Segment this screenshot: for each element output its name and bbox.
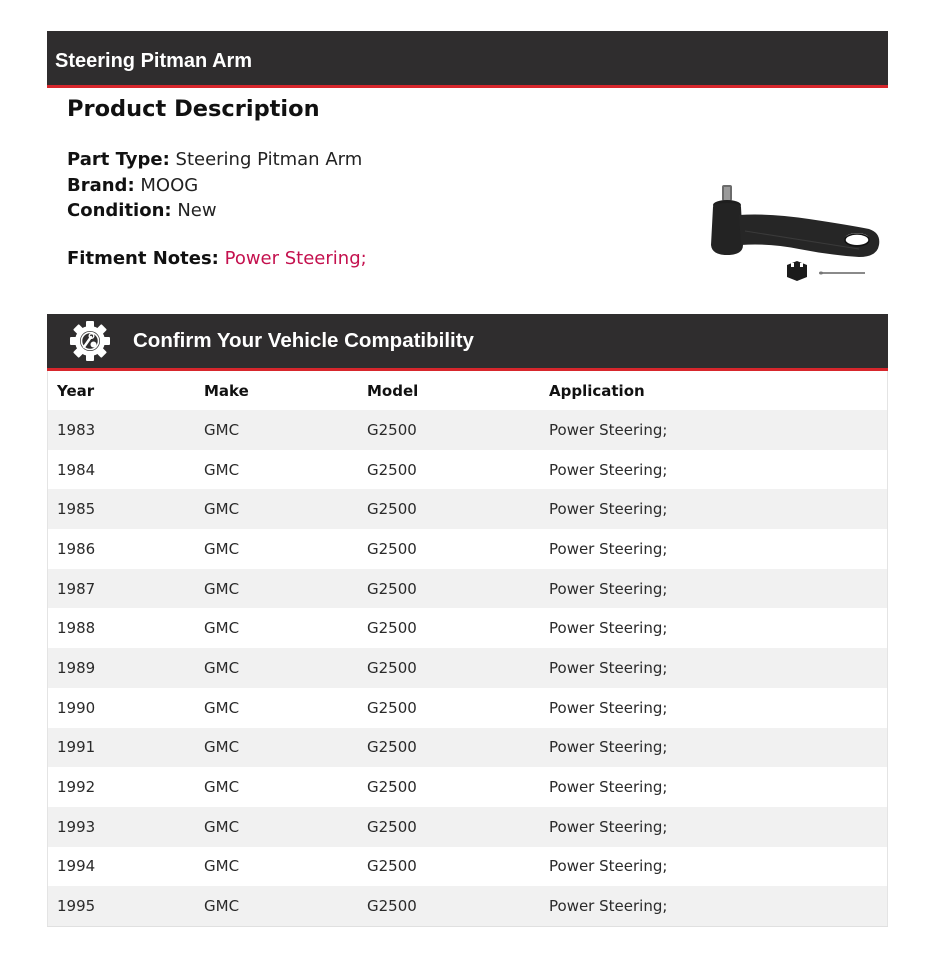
cell-year: 1995: [48, 886, 196, 926]
fitment-notes: [67, 248, 367, 269]
cell-model: G2500: [358, 807, 540, 847]
spec-value: Steering Pitman Arm: [175, 149, 363, 170]
cell-make: GMC: [195, 688, 358, 728]
column-header-year: Year: [48, 371, 196, 410]
table-row: [48, 847, 888, 887]
cell-year: 1987: [48, 569, 196, 609]
section-heading: Product Description: [67, 96, 320, 122]
table-row: [48, 569, 888, 609]
spec-condition: [67, 198, 362, 224]
cell-year: 1986: [48, 529, 196, 569]
spec-brand: [67, 173, 362, 199]
spec-list: [67, 147, 362, 224]
cell-application: Power Steering;: [540, 886, 888, 926]
cell-year: 1991: [48, 728, 196, 768]
fitment-value: Power Steering;: [224, 248, 367, 269]
cell-make: GMC: [195, 410, 358, 450]
cell-year: 1988: [48, 608, 196, 648]
cell-year: 1990: [48, 688, 196, 728]
cell-application: Power Steering;: [540, 529, 888, 569]
cell-model: G2500: [358, 728, 540, 768]
cell-model: G2500: [358, 608, 540, 648]
compatibility-table: [47, 371, 888, 927]
column-header-model: Model: [358, 371, 540, 410]
spec-part-type: [67, 147, 362, 173]
spec-value: New: [177, 200, 217, 221]
cell-application: Power Steering;: [540, 767, 888, 807]
table-row: [48, 450, 888, 490]
cell-make: GMC: [195, 489, 358, 529]
gear-steering-icon: [69, 320, 111, 362]
table-row: [48, 529, 888, 569]
fitment-label: Fitment Notes:: [67, 248, 219, 269]
cell-application: Power Steering;: [540, 688, 888, 728]
cell-application: Power Steering;: [540, 569, 888, 609]
spec-value: MOOG: [140, 174, 199, 196]
table-row: [48, 688, 888, 728]
table-row: [48, 807, 888, 847]
cell-make: GMC: [195, 807, 358, 847]
cell-year: 1992: [48, 767, 196, 807]
product-image: [709, 183, 884, 293]
cell-make: GMC: [195, 648, 358, 688]
cell-model: G2500: [358, 489, 540, 529]
spec-label: Condition:: [67, 200, 172, 221]
cell-application: Power Steering;: [540, 410, 888, 450]
cell-make: GMC: [195, 569, 358, 609]
cell-model: G2500: [358, 450, 540, 490]
spec-label: Part Type:: [67, 149, 170, 170]
cell-application: Power Steering;: [540, 847, 888, 887]
cell-model: G2500: [358, 847, 540, 887]
cell-model: G2500: [358, 410, 540, 450]
listing-description: [47, 31, 888, 927]
table-header-row: [48, 371, 888, 410]
title-bar: [47, 31, 888, 88]
cell-year: 1989: [48, 648, 196, 688]
table-row: [48, 410, 888, 450]
cell-year: 1984: [48, 450, 196, 490]
cell-model: G2500: [358, 767, 540, 807]
cell-model: G2500: [358, 529, 540, 569]
product-title: Steering Pitman Arm: [55, 50, 253, 72]
cell-make: GMC: [195, 847, 358, 887]
spec-label: Brand:: [67, 174, 135, 196]
cell-year: 1993: [48, 807, 196, 847]
cell-make: GMC: [195, 529, 358, 569]
cell-make: GMC: [195, 450, 358, 490]
cell-application: Power Steering;: [540, 489, 888, 529]
table-row: [48, 886, 888, 926]
cell-make: GMC: [195, 608, 358, 648]
cell-year: 1994: [48, 847, 196, 887]
cell-application: Power Steering;: [540, 608, 888, 648]
cell-year: 1985: [48, 489, 196, 529]
table-row: [48, 489, 888, 529]
column-header-application: Application: [540, 371, 888, 410]
compatibility-bar: [47, 314, 888, 371]
table-row: [48, 608, 888, 648]
cell-make: GMC: [195, 886, 358, 926]
cell-year: 1983: [48, 410, 196, 450]
column-header-make: Make: [195, 371, 358, 410]
table-row: [48, 767, 888, 807]
cell-make: GMC: [195, 767, 358, 807]
cell-application: Power Steering;: [540, 450, 888, 490]
cell-model: G2500: [358, 569, 540, 609]
cell-model: G2500: [358, 688, 540, 728]
cell-application: Power Steering;: [540, 728, 888, 768]
table-row: [48, 728, 888, 768]
cell-make: GMC: [195, 728, 358, 768]
cell-model: G2500: [358, 648, 540, 688]
cell-application: Power Steering;: [540, 807, 888, 847]
cell-application: Power Steering;: [540, 648, 888, 688]
cell-model: G2500: [358, 886, 540, 926]
table-row: [48, 648, 888, 688]
compatibility-title: Confirm Your Vehicle Compatibility: [133, 329, 474, 352]
